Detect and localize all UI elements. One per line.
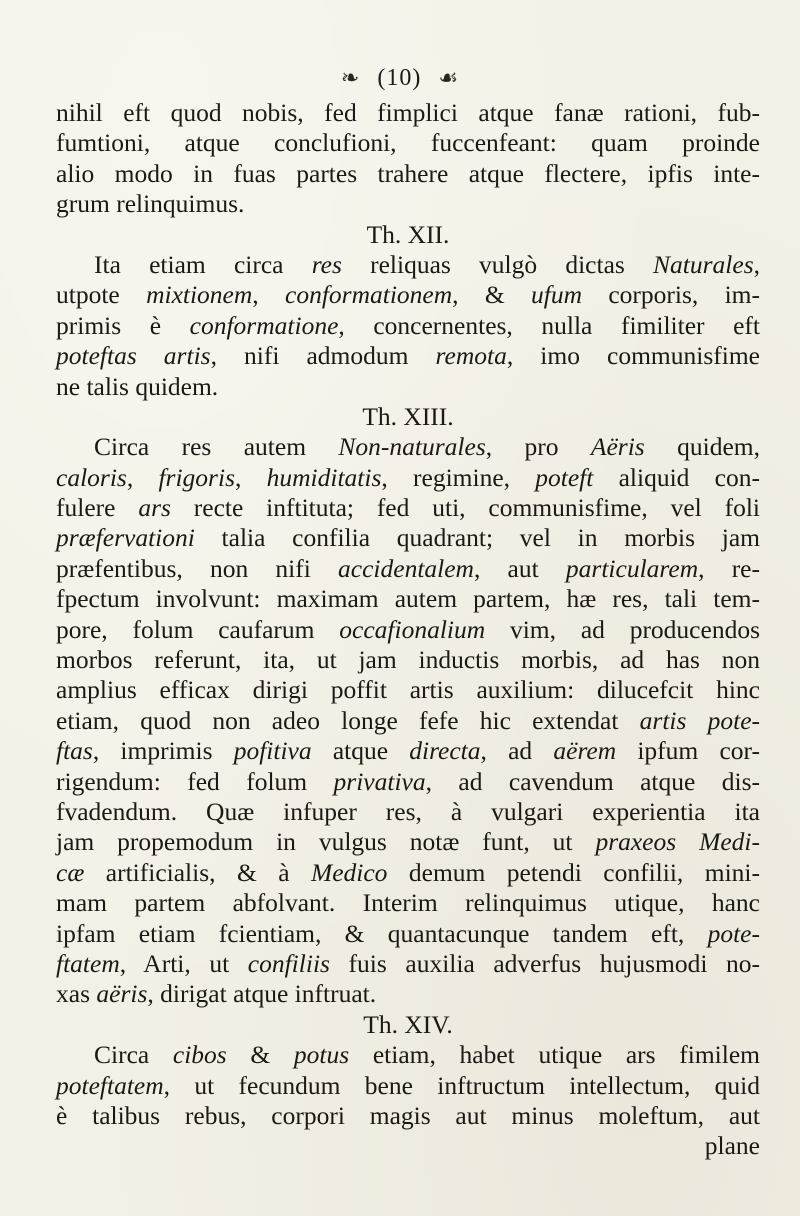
- italic-term: Non-naturales: [338, 432, 486, 462]
- italic-term: humiditatis: [266, 462, 382, 492]
- italic-term: privativa: [333, 766, 426, 796]
- text-segment: fulere: [56, 493, 139, 523]
- text-segment: ipfam etiam fcientiam, & quantacunque tandem eft,: [56, 918, 708, 948]
- italic-term: conformationem: [285, 280, 453, 310]
- text-segment: grum relinquimus.: [56, 189, 245, 219]
- text-line: [56, 128, 760, 158]
- text-line: [56, 615, 760, 645]
- text-segment: , aut: [473, 553, 566, 583]
- text-segment: , dirigat atque inftruat.: [147, 979, 377, 1009]
- text-segment: fumtioni, atque conclufioni, fuccenfeant: quam proinde: [56, 128, 760, 158]
- text-segment: talia confilia quadrant; vel in morbis jam: [194, 523, 760, 553]
- text-line: [56, 372, 760, 402]
- text-line: [56, 250, 760, 280]
- text-line: [56, 493, 760, 523]
- text-line: [56, 675, 760, 705]
- text-line: [56, 280, 760, 310]
- text-line: [56, 554, 760, 584]
- text-segment: etiam, quod non adeo longe fefe hic extendat: [56, 705, 640, 735]
- text-line: [56, 919, 760, 949]
- text-segment: ,: [126, 462, 159, 492]
- text-line: [56, 706, 760, 736]
- text-line: [56, 827, 760, 857]
- text-line: [56, 736, 760, 766]
- page-number: (10): [377, 64, 422, 91]
- italic-term: aëris: [96, 979, 148, 1009]
- text-line: [56, 767, 760, 797]
- italic-term: præfervationi: [56, 523, 195, 553]
- italic-term: poteftas artis: [56, 341, 211, 371]
- text-segment: xas: [56, 979, 97, 1009]
- text-segment: Th. XIV.: [363, 1009, 453, 1039]
- text-line: [56, 979, 760, 1009]
- italic-term: ftas: [56, 736, 93, 766]
- ornament-left-icon: ❧: [340, 65, 361, 91]
- thesis-heading: [56, 1010, 760, 1040]
- italic-term: accidentalem: [338, 553, 474, 583]
- italic-term: confiliis: [247, 948, 330, 978]
- italic-term: ftatem: [56, 948, 120, 978]
- text-line: [56, 463, 760, 493]
- italic-term: Medico: [310, 857, 388, 887]
- italic-term: Naturales: [653, 249, 754, 279]
- italic-term: pote-: [707, 918, 760, 948]
- text-segment: , pro: [485, 432, 591, 462]
- text-segment: è talibus rebus, corpori magis aut minus moleftum, aut: [56, 1100, 760, 1130]
- text-line: [56, 1131, 760, 1161]
- text-line: [56, 584, 760, 614]
- text-segment: , nifi admodum: [210, 341, 436, 371]
- text-segment: atque: [311, 736, 410, 766]
- italic-term: cibos: [172, 1040, 227, 1070]
- text-line: [56, 1101, 760, 1131]
- text-segment: Th. XII.: [366, 219, 450, 249]
- text-line: [56, 1040, 760, 1070]
- text-segment: recte inftituta; fed uti, communisfime, vel foli: [170, 493, 760, 523]
- italic-term: pofitiva: [233, 736, 312, 766]
- text-segment: fvadendum. Quæ infuper res, à vulgari experientia ita: [56, 796, 760, 826]
- text-line: [56, 341, 760, 371]
- text-segment: ,: [753, 249, 760, 279]
- text-segment: Ita etiam circa: [94, 249, 312, 279]
- text-line: [56, 159, 760, 189]
- text-segment: , ad cavendum atque dis-: [425, 766, 760, 796]
- text-line: [56, 645, 760, 675]
- text-segment: ne talis quidem.: [56, 371, 219, 401]
- text-segment: amplius efficax dirigi poffit artis auxilium: dilucefcit hinc: [56, 675, 760, 705]
- italic-term: aërem: [553, 736, 617, 766]
- text-segment: ,: [235, 462, 267, 492]
- text-segment: demum petendi confilii, mini-: [387, 857, 760, 887]
- text-segment: fuis auxilia adverfus hujusmodi no-: [329, 948, 760, 978]
- text-line: [56, 98, 760, 128]
- text-segment: mam partem abfolvant. Interim relinquimus utique, hanc: [56, 888, 760, 918]
- text-segment: , regimine,: [381, 462, 536, 492]
- text-segment: primis è: [56, 310, 190, 340]
- text-segment: , re-: [698, 553, 760, 583]
- text-segment: Circa: [94, 1040, 173, 1070]
- italic-term: poteftatem: [56, 1070, 164, 1100]
- italic-term: res: [311, 249, 342, 279]
- italic-term: caloris: [56, 462, 127, 492]
- text-segment: plane: [704, 1131, 760, 1161]
- italic-term: particularem: [565, 553, 699, 583]
- text-segment: rigendum: fed folum: [56, 766, 334, 796]
- text-segment: quidem,: [644, 432, 760, 462]
- italic-term: artis pote-: [639, 705, 760, 735]
- italic-term: frigoris: [158, 462, 235, 492]
- italic-term: conformatione: [189, 310, 339, 340]
- body-text: [56, 98, 760, 1162]
- text-segment: Circa res autem: [94, 432, 339, 462]
- text-line: [56, 523, 760, 553]
- text-segment: Th. XIII.: [362, 401, 454, 431]
- text-segment: , &: [452, 280, 532, 310]
- italic-term: occafionalium: [339, 614, 486, 644]
- italic-term: ars: [138, 493, 171, 523]
- text-segment: præfentibus, non nifi: [56, 553, 339, 583]
- text-segment: morbos referunt, ita, ut jam inductis morbis, ad has non: [56, 645, 760, 675]
- text-segment: vim, ad producendos: [485, 614, 760, 644]
- text-line: [56, 189, 760, 219]
- italic-term: poteft: [535, 462, 594, 492]
- text-segment: , ut fecundum bene inftructum intellectum, quid: [163, 1070, 760, 1100]
- text-line: [56, 432, 760, 462]
- text-segment: aliquid con-: [593, 462, 760, 492]
- text-segment: nihil eft quod nobis, fed fimplici atque fanæ rationi, fub-: [56, 98, 760, 127]
- page-header: [0, 64, 800, 92]
- italic-term: mixtionem: [146, 280, 253, 310]
- italic-term: Aëris: [590, 432, 645, 462]
- text-segment: , Arti, ut: [119, 948, 248, 978]
- text-segment: ,: [252, 280, 285, 310]
- text-segment: fpectum involvunt: maximam autem partem, hæ res, tali tem-: [56, 584, 760, 614]
- text-line: [56, 311, 760, 341]
- thesis-heading: [56, 220, 760, 250]
- text-segment: alio modo in fuas partes trahere atque flectere, ipfis inte-: [56, 158, 760, 188]
- text-segment: jam propemodum in vulgus notæ funt, ut: [56, 827, 596, 857]
- italic-term: cæ: [56, 857, 85, 887]
- ornament-right-icon: ☙: [438, 65, 460, 91]
- text-segment: corporis, im-: [582, 280, 760, 310]
- thesis-heading: [56, 402, 760, 432]
- text-segment: reliquas vulgò dictas: [341, 249, 654, 279]
- italic-term: potus: [293, 1040, 350, 1070]
- text-segment: , concernentes, nulla fimiliter eft: [338, 310, 760, 340]
- italic-term: praxeos Medi-: [595, 827, 760, 857]
- text-segment: pore, folum caufarum: [56, 614, 340, 644]
- text-segment: etiam, habet utique ars fimilem: [349, 1040, 760, 1070]
- text-line: [56, 888, 760, 918]
- italic-term: remota: [435, 341, 507, 371]
- text-segment: &: [226, 1040, 294, 1070]
- text-segment: , imprimis: [92, 736, 234, 766]
- text-segment: utpote: [56, 280, 147, 310]
- text-segment: artificialis, & à: [84, 857, 311, 887]
- italic-term: directa: [409, 736, 481, 766]
- text-line: [56, 949, 760, 979]
- text-line: [56, 858, 760, 888]
- text-line: [56, 797, 760, 827]
- text-segment: , imo communisfime: [506, 341, 760, 371]
- text-segment: , ad: [480, 736, 554, 766]
- text-segment: ipfum cor-: [616, 736, 760, 766]
- italic-term: ufum: [531, 280, 583, 310]
- text-line: [56, 1071, 760, 1101]
